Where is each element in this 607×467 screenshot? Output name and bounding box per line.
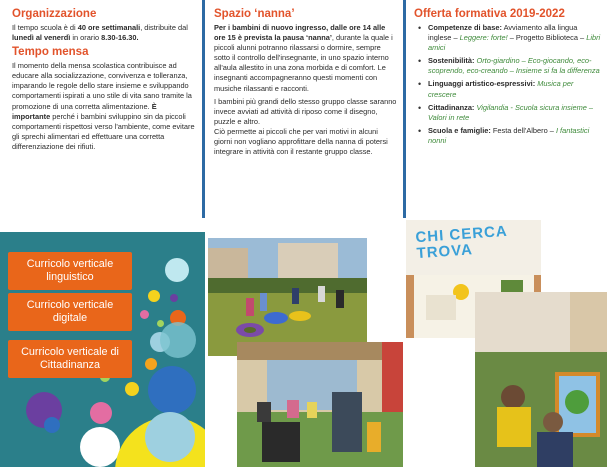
garden-scene bbox=[208, 238, 367, 356]
offerta-title: Offerta formativa 2019-2022 bbox=[414, 8, 565, 20]
decor-circle bbox=[44, 417, 60, 433]
painting-scene bbox=[475, 292, 607, 467]
offerta-item: • Sostenibilità: Orto-giardino – Eco-giocando, eco-scoprendo, eco-creando – Insieme si fa la differenza bbox=[428, 56, 601, 76]
decor-circle bbox=[145, 412, 195, 462]
curricolo-digitale-banner: Curricolo verticale digitale bbox=[8, 293, 132, 331]
decor-circle bbox=[170, 294, 178, 302]
mensa-title: Tempo mensa bbox=[12, 46, 89, 59]
org-text: Il tempo scuola è di 40 ore settimanali, distribuite dal lunedì al venerdì in orario 8.30-16.30. bbox=[12, 23, 188, 43]
mensa-text: Il momento della mensa scolastica contribuisce ad educare alla socializzazione, convivenza e tolleranza, imparando le regole dello stare insieme e sviluppando comportamenti ispirati a uno stile di vita sano tramite la promozione di una corretta alimentazione. È importante perché i bambini sviluppino sin da piccoli comportamenti rispettosi verso l'ambiente, come evitare gli sprechi alimentari ed effettuare una corretta differenziazione dei rifiuti. bbox=[12, 61, 195, 151]
nanna-p1: Per i bambini di nuovo ingresso, dalle ore 14 alle ore 15 è prevista la pausa ‘nanna’, durante la quale i piccoli alunni potranno rilassarsi o dormire, sempre sotto il controllo dell'insegnante, in uno spazio interno all'aula allestito in una zona morbida e di comfort. Le insegnanti accompagneranno questi momenti con musiche rilassanti e racconti. bbox=[214, 23, 393, 93]
nanna-title: Spazio ‘nanna’ bbox=[214, 8, 295, 20]
column-offerta-formativa bbox=[404, 0, 607, 232]
classroom-scene bbox=[237, 342, 403, 467]
offerta-item: • Linguaggi artistico-espressivi: Musica per crescere bbox=[428, 79, 601, 99]
nanna-p3: Ciò permette ai piccoli che per vari motivi in alcuni giorni non vogliano approfittare della nanna di potersi integrare in attività con il restante gruppo classe. bbox=[214, 126, 388, 157]
decor-circle bbox=[165, 258, 189, 282]
decor-circle bbox=[148, 290, 160, 302]
column-spazio-nanna bbox=[203, 0, 403, 232]
offerta-list bbox=[414, 23, 601, 146]
org-title: Organizzazione bbox=[12, 8, 97, 20]
photo-children-painting bbox=[475, 292, 607, 467]
photo-garden-play bbox=[208, 238, 367, 356]
photo-classroom bbox=[237, 342, 403, 467]
offerta-item: • Scuola e famiglie: Festa dell'Albero – I fantastici nonni bbox=[428, 126, 601, 146]
column-organizzazione bbox=[0, 0, 202, 232]
sign-text: CHI CERCA TROVA bbox=[414, 222, 508, 263]
decor-circle bbox=[157, 320, 164, 327]
offerta-item: • Competenze di base: Avviamento alla lingua inglese – Leggere: forte! – Progetto Biblioteca – Libri amici bbox=[428, 23, 601, 53]
decor-circle bbox=[160, 322, 196, 358]
decor-circle bbox=[145, 358, 157, 370]
curricolo-linguistico-banner: Curricolo verticale linguistico bbox=[8, 252, 132, 290]
curricolo-cittadinanza-banner: Curricolo verticale di Cittadinanza bbox=[8, 340, 132, 378]
decor-circle bbox=[140, 310, 149, 319]
nanna-p2: I bambini più grandi dello stesso gruppo classe saranno invece avviati ad attività di riposo come il disegno, puzzle e altro. bbox=[214, 96, 397, 126]
decor-circle bbox=[125, 382, 139, 396]
offerta-item: • Cittadinanza: Vigilandia - Scuola sicura insieme – Valori in rete bbox=[428, 103, 601, 123]
decor-circle bbox=[148, 366, 196, 414]
decor-circle bbox=[90, 402, 112, 424]
curricolo-panel bbox=[0, 232, 205, 467]
decor-circle bbox=[80, 427, 120, 467]
